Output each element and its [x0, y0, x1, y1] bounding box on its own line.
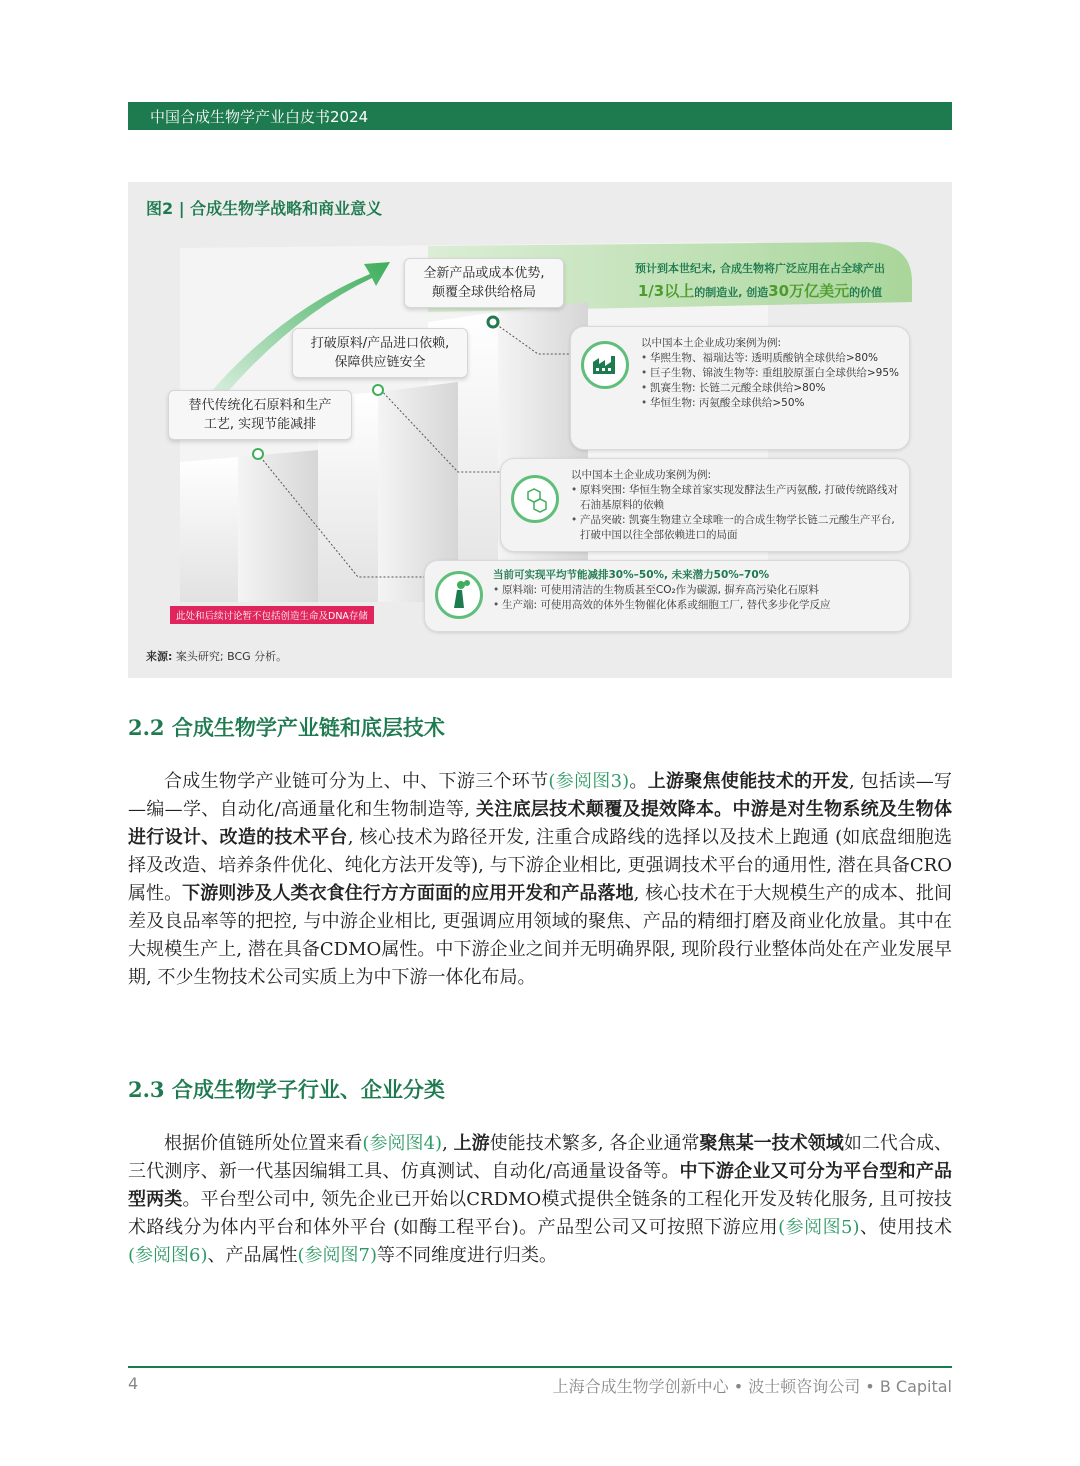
- step-1-line-2: 颠覆全球供给格局: [431, 285, 536, 300]
- panel3-head: 当前可实现平均节能减排30%–50%, 未来潜力50%–70%: [493, 569, 770, 581]
- panel1-list: [641, 351, 901, 411]
- section-2-3-title: 2.3 合成生物学子行业、企业分类: [128, 1077, 445, 1102]
- block-short: [238, 450, 318, 602]
- panel-emissions: [424, 560, 910, 632]
- panel2-item: • 原料突围: 华恒生物全球首家实现发酵法生产丙氨酸, 打破传统路线对石油基原料的依赖: [571, 483, 901, 513]
- footer-rule: [128, 1366, 952, 1368]
- panel3-item: • 生产端: 可使用高效的体外生物催化体系或细胞工厂, 替代多步化学反应: [493, 598, 903, 613]
- node-dot-3: [253, 449, 263, 459]
- figure-3-link[interactable]: (参阅图3): [548, 771, 630, 792]
- top-note-line-2: [600, 280, 920, 304]
- step-callout-1: [404, 258, 564, 308]
- block-short-front: [180, 457, 238, 602]
- figure-source: [146, 648, 287, 664]
- header-title: 中国合成生物学产业白皮书2024: [150, 108, 369, 126]
- top-note-end: 的价值: [849, 286, 883, 299]
- figure-title: 图2 | 合成生物学战略和商业意义: [146, 199, 383, 218]
- text-run: ,: [442, 1133, 454, 1154]
- figure-7-link[interactable]: (参阅图7): [297, 1245, 377, 1266]
- text-run: 根据价值链所处位置来看: [164, 1133, 363, 1154]
- text-run: 上游: [453, 1133, 490, 1154]
- node-dot-1: [488, 317, 498, 327]
- step-2-line-1: 打破原料/产品进口依赖,: [310, 336, 450, 351]
- panel1-item: • 巨子生物、锦波生物等: 重组胶原蛋白全球供给>95%: [641, 366, 901, 381]
- text-run: 、使用技术: [859, 1217, 953, 1238]
- panel-cases-2: [500, 458, 910, 552]
- top-note-mid: 的制造业, 创造: [694, 286, 769, 299]
- step-3-line-1: 替代传统化石原料和生产: [188, 398, 332, 413]
- panel3-list: [493, 583, 903, 613]
- node-dot-2: [373, 385, 383, 395]
- section-2-2-title: 2.2 合成生物学产业链和底层技术: [128, 715, 445, 740]
- step-1-line-1: 全新产品或成本优势,: [423, 266, 545, 281]
- top-note-value: 30万亿美元: [768, 282, 850, 300]
- panel2-item: • 产品突破: 凯赛生物建立全球唯一的合成生物学长链二元酸生产平台, 打破中国以往全部依赖进口的局面: [571, 513, 901, 543]
- source-label: 来源:: [146, 650, 173, 663]
- figure-5-link[interactable]: (参阅图5): [778, 1217, 860, 1238]
- factory-icon: [581, 341, 629, 389]
- figure-6-link[interactable]: (参阅图6): [128, 1245, 208, 1266]
- panel2-head: 以中国本土企业成功案例为例:: [571, 469, 712, 481]
- step-3-line-2: 工艺, 实现节能减排: [203, 417, 317, 432]
- panel1-item: • 凯赛生物: 长链二元酸全球供给>80%: [641, 381, 901, 396]
- panel1-head: 以中国本土企业成功案例为例:: [641, 337, 782, 349]
- text-run: , 包括读—写—编—学、自动化/高通量化和生物制造等,: [128, 771, 953, 820]
- text-run: 合成生物学产业链可分为上、中、下游三个环节: [164, 771, 549, 792]
- panel1-item: • 华恒生物: 丙氨酸全球供给>50%: [641, 396, 901, 411]
- top-note-share: 1/3以上: [637, 282, 695, 300]
- source-text: 案头研究; BCG 分析。: [172, 650, 288, 663]
- text-run: 如二代合成、三代测序、新一代基因编辑工具、仿真测试、自动化/高通量设备等。: [128, 1133, 953, 1182]
- text-run: 上游聚焦使能技术的开发: [647, 771, 850, 792]
- page-number: 4: [128, 1374, 139, 1393]
- text-run: 关注底层技术颠覆及提效降本。中游是对生物系统及生物体进行设计、改造的技术平台: [128, 799, 952, 848]
- text-run: 聚焦某一技术领域: [699, 1133, 844, 1154]
- text-run: 、产品属性: [207, 1245, 298, 1266]
- section-2-2-paragraph: [128, 768, 952, 992]
- section-2-3-paragraph: [128, 1130, 952, 1270]
- step-callout-2: [292, 328, 468, 378]
- text-run: 。平台型公司中, 领先企业已开始以CRDMO模式提供全链条的工程化开发及转化服务, 且可按技术路线分为体内平台和体外平台 (如酶工程平台)。产品型公司又可按照下游应用: [128, 1189, 953, 1238]
- red-note: 此处和后续讨论暂不包括创造生命及DNA存储: [170, 606, 374, 624]
- panel1-item: • 华熙生物、福瑞达等: 透明质酸钠全球供给>80%: [641, 351, 901, 366]
- chimney-icon: [435, 571, 483, 619]
- figure-4-link[interactable]: (参阅图4): [362, 1133, 443, 1154]
- top-note: [600, 258, 920, 304]
- figure-strategy: [128, 182, 952, 678]
- text-run: 下游则涉及人类衣食住行方方面面的应用开发和产品落地: [182, 883, 634, 904]
- text-run: , 核心技术在于大规模生产的成本、批间差及良品率等的把控, 与中游企业相比, 更强调应用领域的聚焦、产品的精细打磨及商业化放量。其中在大规模生产上, 潜在具备CDMO属性。中下游企业之间并无明确界限, 现阶段行业整体尚处在产业发展早期, 不少生物技术公司实质上为中下游一体化布局。: [128, 883, 952, 988]
- text-run: 使能技术繁多, 各企业通常: [489, 1133, 700, 1154]
- top-note-line-1: 预计到本世纪末, 合成生物将广泛应用在占全球产出: [634, 262, 885, 275]
- panel-cases-1: [570, 326, 910, 450]
- step-2-line-2: 保障供应链安全: [334, 355, 426, 370]
- header-bar: [128, 102, 952, 130]
- molecule-icon: [511, 475, 559, 523]
- panel3-item: • 原料端: 可使用清洁的生物质甚至CO₂作为碳源, 摒弃高污染化石原料: [493, 583, 903, 598]
- text-run: , 核心技术为路径开发, 注重合成路线的选择以及技术上跑通 (如底盘细胞选择及改造、培养条件优化、纯化方法开发等), 与下游企业相比, 更强调技术平台的通用性, 潜在具备CRO属性。: [128, 827, 952, 904]
- text-run: 等不同维度进行归类。: [377, 1245, 557, 1266]
- step-callout-3: [168, 390, 352, 440]
- text-run: 。: [629, 771, 648, 792]
- footer-org: 上海合成生物学创新中心 • 波士顿咨询公司 • B Capital: [552, 1377, 952, 1396]
- panel2-list: [571, 483, 901, 543]
- text-run: 中下游企业又可分为平台型和产品型两类: [128, 1161, 952, 1210]
